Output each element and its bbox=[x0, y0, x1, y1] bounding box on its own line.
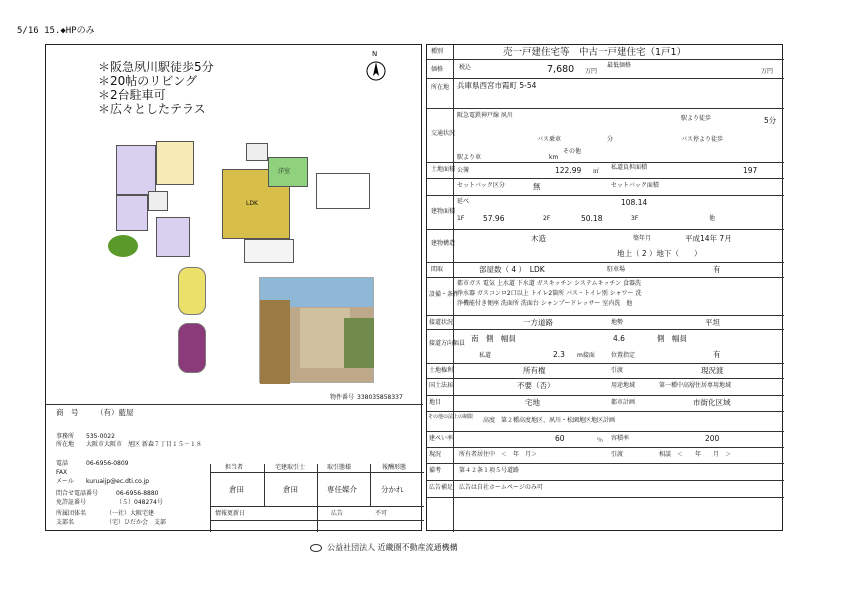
rooms-value: 部屋数（ 4 ） LDK bbox=[479, 265, 545, 274]
far-label: 容積率 bbox=[611, 435, 630, 442]
land-right-value: 所有権 bbox=[523, 366, 546, 375]
road1-width: 4.6 bbox=[613, 334, 625, 343]
line-value: 阪急電鉄神戸線 夙川 bbox=[457, 112, 513, 119]
handover-label: 引渡 bbox=[611, 451, 624, 458]
floor-plan-1f bbox=[108, 135, 198, 265]
highlight-4: ＊広々としたテラス bbox=[98, 102, 206, 116]
setback-value: 無 bbox=[533, 182, 541, 191]
position-value: 有 bbox=[713, 350, 721, 359]
license: （５）048274号 bbox=[116, 499, 163, 506]
structure-value: 木造 bbox=[531, 234, 546, 243]
road-label: 接道状況 bbox=[429, 319, 454, 326]
building-area-label: 建物面積 bbox=[431, 208, 456, 215]
contact-tel-label: 問合せ電話番号 bbox=[56, 490, 99, 497]
staff-h4: 報酬形態 bbox=[382, 464, 407, 471]
highlight-2: ＊20帖のリビング bbox=[98, 74, 198, 88]
station-label: 駅より車 bbox=[457, 154, 482, 161]
facilities-line-2: 浄水器 ガスコンロ2口以上 トイレ2箇所 バス・トイレ別 シャワー 洗 bbox=[457, 290, 642, 297]
land-area-value: 122.99 bbox=[555, 166, 582, 175]
limits-label: その他の法上の制限 bbox=[428, 414, 474, 420]
parking-value: 有 bbox=[713, 265, 721, 274]
house-photo bbox=[259, 277, 374, 383]
trade-label: 商 号 bbox=[56, 408, 79, 417]
current-label: 引渡 bbox=[611, 367, 624, 374]
plan-value: 市街化区域 bbox=[693, 398, 731, 407]
far-value: 200 bbox=[705, 434, 720, 443]
footer-logo-icon bbox=[310, 544, 322, 552]
remarks-value: 第４２条１項５号道路 bbox=[459, 467, 520, 474]
car-icon-2 bbox=[178, 323, 206, 373]
bcr-label: 建ぺい率 bbox=[429, 435, 454, 442]
parking-label: 駐車場 bbox=[607, 266, 626, 273]
status-value: 所有者居住中 ＜ 年 月＞ bbox=[459, 451, 538, 458]
floor-plan-2f bbox=[216, 141, 312, 267]
staff-h2: 宅建取引士 bbox=[275, 464, 306, 471]
branch: （宅）ひだか会 支部 bbox=[106, 519, 167, 526]
private-suffix: m接面 bbox=[577, 352, 595, 359]
land-cat-value: 宅地 bbox=[525, 398, 540, 407]
property-no-label: 物件番号 bbox=[330, 394, 355, 401]
transport-label: 交通状況 bbox=[431, 130, 456, 137]
structure-label: 建物構造 bbox=[431, 240, 456, 247]
price2-label: 最低価格 bbox=[607, 62, 632, 69]
address: 大阪市大阪市 旭区 新森７丁目１５－１８ bbox=[86, 441, 202, 448]
year-value: 平成14年 7月 bbox=[685, 234, 732, 243]
listing-title: 売一戸建住宅等 中古一戸建住宅（1戸1） bbox=[503, 47, 687, 58]
compass-label: N bbox=[372, 50, 378, 58]
floor1-value: 57.96 bbox=[483, 214, 505, 223]
left-panel bbox=[45, 44, 422, 531]
floor2-label: 2F bbox=[543, 215, 551, 222]
bcr-pct: ％ bbox=[597, 437, 604, 444]
bus-label: バス乗車 bbox=[537, 136, 562, 143]
tax-label: 税込 bbox=[459, 64, 472, 71]
handover-value: 相談 ＜ 年 月 ＞ bbox=[659, 451, 732, 458]
land-area-type: 公簿 bbox=[457, 167, 470, 174]
tel: 06-6956-0809 bbox=[86, 460, 129, 467]
floor1-label: 1F bbox=[457, 215, 465, 222]
floor2-value: 50.18 bbox=[581, 214, 603, 223]
assoc: （一社）大阪宅建 bbox=[106, 510, 155, 517]
setback-label: セットバック区分 bbox=[457, 182, 505, 189]
staff-h3: 取引態様 bbox=[327, 464, 352, 471]
plan-room-label: 洋室 bbox=[278, 168, 291, 175]
rooms-label: 間取 bbox=[431, 266, 444, 273]
license-label: 免許証番号 bbox=[56, 499, 87, 506]
facilities-line-1: 都市ガス 電気 上水道 下水道 ガスキッチン システムキッチン 食器洗 bbox=[457, 280, 642, 287]
year-label: 築年月 bbox=[633, 235, 652, 242]
terrain-label: 地勢 bbox=[611, 319, 624, 326]
facilities-label: 設備・条件 bbox=[429, 291, 460, 298]
mail: kuruaijp@ec.dti.co.jp bbox=[86, 478, 150, 485]
highlight-1: ＊阪急夙川駅徒歩5分 bbox=[98, 60, 214, 74]
land-area-unit: ㎡ bbox=[593, 168, 600, 175]
staff-h1: 担当者 bbox=[225, 464, 244, 471]
property-no: 338035858337 bbox=[357, 394, 403, 401]
floor3-label: 3F bbox=[631, 215, 639, 222]
walk-label: 駅より徒歩 bbox=[681, 115, 712, 122]
facilities-line-3: 浄機能付き便座 洗面所 洗面台 シャンプードレッサー 室内洗 他 bbox=[457, 300, 633, 307]
road-value: 一方道路 bbox=[523, 318, 553, 327]
private-road-label: 私道負担面積 bbox=[611, 164, 648, 171]
private-road-value: 197 bbox=[743, 166, 758, 175]
updated-label: 情報更新日 bbox=[215, 510, 246, 517]
plan-label: 都市計画 bbox=[611, 399, 636, 406]
status-label: 現況 bbox=[429, 451, 442, 458]
price-value: 7,680 bbox=[547, 64, 575, 75]
location-value: 兵庫県西宮市霞町 5-54 bbox=[457, 81, 537, 90]
building-total: 108.14 bbox=[621, 198, 648, 207]
fax-label: FAX bbox=[56, 469, 68, 476]
terrain-value: 平坦 bbox=[705, 318, 720, 327]
floors-value: 地上（ 2 ）地下（ ） bbox=[617, 249, 702, 258]
land-cat-label: 地目 bbox=[429, 399, 442, 406]
zoning-label: 用途地域 bbox=[611, 382, 636, 389]
highlight-3: ＊2台駐車可 bbox=[98, 88, 166, 102]
staff-table bbox=[210, 464, 423, 532]
position-label: 位置指定 bbox=[611, 352, 636, 359]
price2-unit: 万円 bbox=[761, 68, 774, 75]
ad-label: 広告 bbox=[331, 510, 344, 517]
staff-v1: 倉田 bbox=[229, 485, 244, 494]
total-label: 延べ bbox=[457, 198, 470, 205]
plan-ldk-label: LDK bbox=[246, 200, 258, 207]
trade-name: （有）藍屋 bbox=[96, 408, 134, 417]
road2: 側 幅員 bbox=[657, 334, 687, 343]
law-label: 国土法届 bbox=[429, 382, 454, 389]
other-label: その他 bbox=[563, 148, 582, 155]
bcr-value: 60 bbox=[555, 434, 565, 443]
remarks-label: 備考 bbox=[429, 467, 442, 474]
car-icon-1 bbox=[178, 267, 206, 315]
branch-label: 支部名 bbox=[56, 519, 75, 526]
price-unit: 万円 bbox=[585, 68, 598, 75]
other-floor-label: 他 bbox=[709, 215, 716, 222]
staff-v3: 専任媒介 bbox=[327, 485, 357, 494]
land-area-label: 土地面積 bbox=[431, 166, 456, 173]
assoc-label: 所属団体名 bbox=[56, 510, 87, 517]
limits-value: 高度 第２種高度地区、夙川・松園地区地区計画 bbox=[483, 417, 616, 424]
setback-area-label: セットバック面積 bbox=[611, 182, 659, 189]
price-label: 価格 bbox=[431, 66, 444, 73]
location-label: 所在地 bbox=[431, 84, 450, 91]
law-value: 不要（否） bbox=[517, 381, 555, 390]
tel-label: 電話 bbox=[56, 460, 69, 467]
private-road2-label: 私道 bbox=[479, 352, 492, 359]
zoning-value: 第一種中高層住居専用地域 bbox=[659, 382, 732, 389]
private-contact: 2.3 bbox=[553, 350, 565, 359]
km-unit: km bbox=[549, 154, 559, 161]
contact-tel: 06-6956-8880 bbox=[116, 490, 159, 497]
compass bbox=[364, 51, 388, 83]
office-label: 事務所 bbox=[56, 433, 75, 440]
land-right-label: 土地権利 bbox=[429, 367, 454, 374]
handover-condition: 現況渡 bbox=[701, 366, 724, 375]
staff-v2: 倉田 bbox=[283, 485, 298, 494]
address-label: 所在地 bbox=[56, 441, 75, 448]
detail-table bbox=[426, 44, 783, 531]
footer-text: 公益社団法人 近畿圏不動産流通機構 bbox=[327, 543, 458, 552]
mail-label: メール bbox=[56, 478, 74, 485]
office-zip: 535-0022 bbox=[86, 433, 115, 440]
road-dir-label: 接道方向幅員 bbox=[429, 340, 466, 347]
road1: 南 側 幅員 bbox=[471, 334, 516, 343]
ad-note-label: 広告補足 bbox=[429, 484, 454, 491]
footer bbox=[310, 537, 458, 556]
type-label: 種別 bbox=[431, 48, 444, 55]
bus-min: 分 bbox=[607, 136, 614, 143]
header-note: 5/16 15.◆HPのみ bbox=[17, 26, 95, 36]
plan-outdoor bbox=[316, 173, 370, 209]
ad-note-value: 広告は自社ホームページのみ可 bbox=[459, 484, 543, 491]
bus-walk-label: バス停より徒歩 bbox=[681, 136, 724, 143]
ad-value: 不可 bbox=[375, 510, 388, 517]
compass-icon bbox=[364, 59, 388, 83]
staff-v4: 分かれ bbox=[381, 485, 404, 494]
walk-value: 5分 bbox=[764, 116, 777, 125]
